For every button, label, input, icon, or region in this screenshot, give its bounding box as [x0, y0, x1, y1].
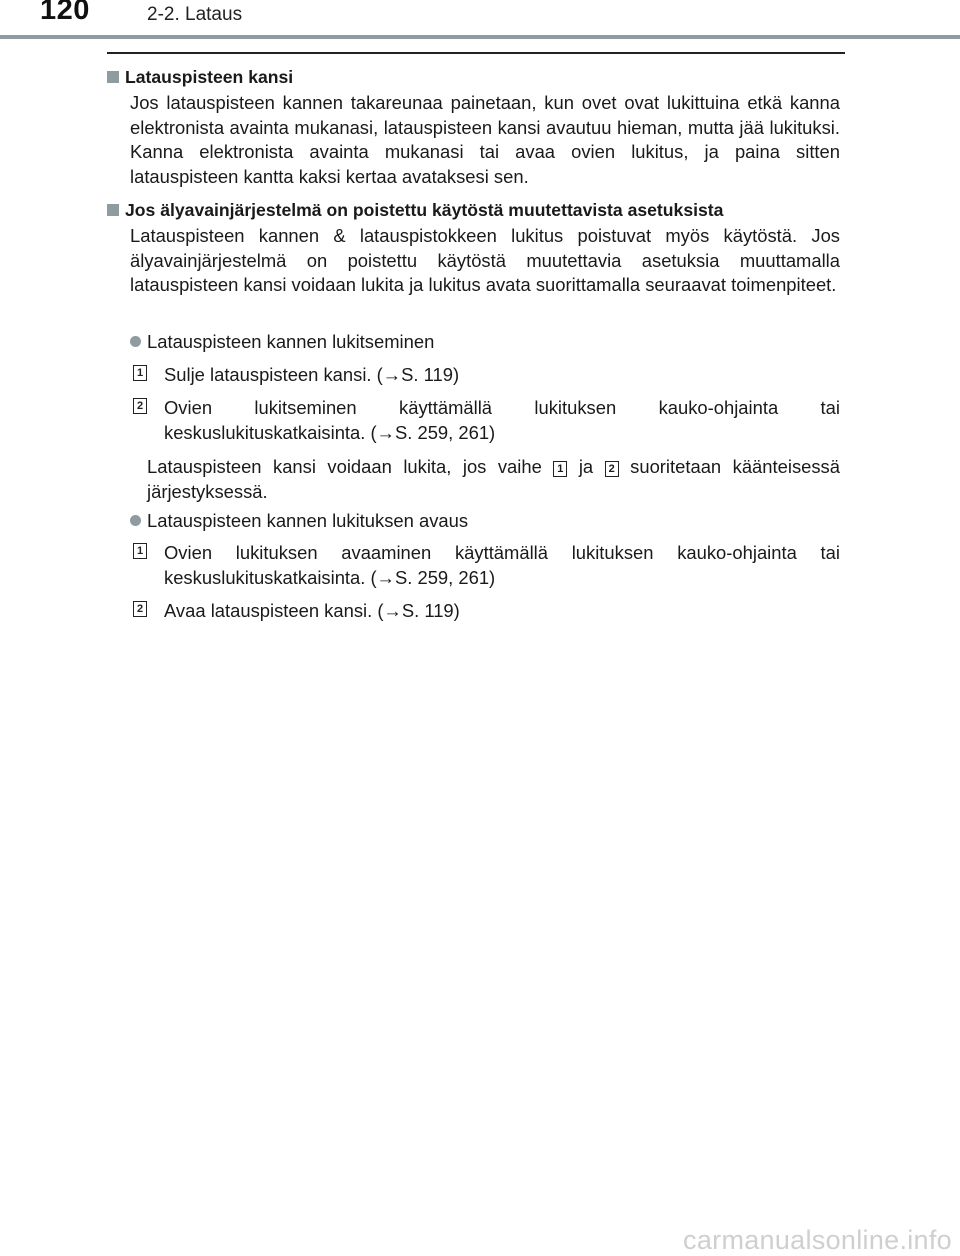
square-bullet-icon	[107, 71, 119, 83]
step-number-badge: 1	[133, 365, 147, 381]
section-body: Latauspisteen kannen & latauspistokkeen lukitus poistuvat myös käytöstä. Jos älyavainjärjestelmä on poistettu käytöstä muutettavia asetuksia muuttamalla latauspisteen kansi voidaan lukita ja lukitus avata suorittamalla seuraavat toimenpiteet.	[130, 225, 840, 296]
step-item	[133, 395, 840, 445]
procedure-title: Latauspisteen kannen lukitseminen	[130, 330, 434, 354]
watermark: carmanualsonline.info	[683, 1225, 952, 1255]
section-body: Jos latauspisteen kannen takareunaa painetaan, kun ovet ovat lukittuina etkä kanna elektronista avainta mukanasi, latauspisteen kansi avautuu hieman, mutta jää lukituksi. Kanna elektronista avainta mukanasi tai avaa ovien lukitus, ja paina sitten latauspisteen kantta kaksi kertaa avataksesi sen.	[130, 92, 840, 187]
section-heading: Jos älyavainjärjestelmä on poistettu käytöstä muutettavista asetuksista	[107, 199, 723, 221]
step-text: Sulje latauspisteen kansi. (→S. 119)	[164, 364, 460, 385]
step-item	[133, 362, 840, 387]
section-heading: Latauspisteen kansi	[107, 66, 293, 88]
chapter-title: 2-2. Lataus	[147, 4, 243, 25]
page-header	[0, 0, 960, 40]
round-bullet-icon	[130, 336, 141, 347]
step-item	[133, 598, 840, 623]
step-number-badge: 1	[133, 543, 147, 559]
round-bullet-icon	[130, 515, 141, 526]
procedure-note: Latauspisteen kansi voidaan lukita, jos vaihe 1 ja 2 suoritetaan käänteisessä järjestyksessä.	[147, 456, 840, 502]
section-divider	[107, 52, 845, 54]
step-number-badge: 2	[605, 461, 619, 477]
procedure-title: Latauspisteen kannen lukituksen avaus	[130, 509, 468, 533]
step-number-badge: 2	[133, 601, 147, 617]
step-text: Ovien lukitseminen käyttämällä lukituksen kauko-ohjainta tai keskuslukituskatkaisinta. (→S. 259, 261)	[164, 397, 840, 443]
step-number-badge: 2	[133, 398, 147, 414]
step-item	[133, 540, 840, 590]
step-text: Avaa latauspisteen kansi. (→S. 119)	[164, 600, 460, 621]
header-rule	[0, 35, 960, 39]
step-number-badge: 1	[553, 461, 567, 477]
page-number: 120	[40, 0, 90, 26]
square-bullet-icon	[107, 204, 119, 216]
step-text: Ovien lukituksen avaaminen käyttämällä lukituksen kauko-ohjainta tai keskuslukituskatkaisinta. (→S. 259, 261)	[164, 542, 840, 588]
